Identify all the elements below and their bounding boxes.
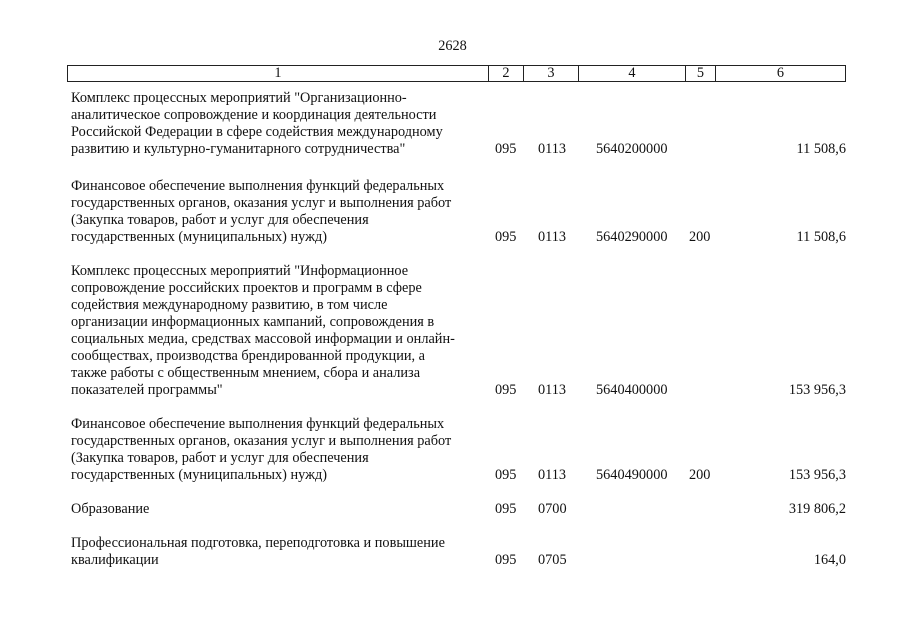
header-col-4: 4 [578, 66, 685, 81]
row-gr: 095 [495, 552, 517, 568]
row-rz: 0700 [538, 501, 567, 517]
header-col-2: 2 [488, 66, 523, 81]
row-sum: 11 508,6 [796, 141, 846, 157]
row-description: Комплекс процессных мероприятий "Организационно- аналитическое сопровождение и координация деятельности Российской Федерации в сфере содействия международному развитию и культурно-гуманитарного сотрудничества" [71, 90, 443, 157]
row-gr: 095 [495, 382, 517, 398]
row-rz: 0113 [538, 467, 567, 483]
row-rz: 0113 [538, 229, 567, 245]
table-row [71, 90, 846, 158]
row-rz: 0705 [538, 552, 567, 568]
row-description: Образование [71, 501, 150, 517]
header-col-1: 1 [274, 65, 282, 81]
row-gr: 095 [495, 467, 517, 483]
row-description: Комплекс процессных мероприятий "Информационное сопровождение российских проектов и программ в сфере содействия международному развитию, в том числе организации информационных кампаний, сопровождения в социальных медиа, средствах массовой информации и онлайн- сообществах, производства брендированной продукции, а также работы с общественным мнением, сбора и анализа показателей программы" [71, 263, 455, 398]
row-sum: 153 956,3 [788, 467, 846, 483]
row-gr: 095 [495, 229, 517, 245]
row-gr: 095 [495, 501, 517, 517]
row-sum: 319 806,2 [788, 501, 846, 517]
table-header [67, 65, 846, 82]
table-row [71, 416, 846, 484]
row-cs: 5640200000 [596, 141, 668, 157]
row-vr: 200 [689, 229, 711, 245]
row-rz: 0113 [538, 382, 567, 398]
page-number: 2628 [438, 38, 467, 54]
row-cs: 5640490000 [596, 467, 668, 483]
row-sum: 164,0 [813, 552, 846, 568]
row-description: Профессиональная подготовка, переподготовка и повышение квалификации [71, 535, 445, 568]
row-cs: 5640400000 [596, 382, 668, 398]
row-sum: 11 508,6 [796, 229, 846, 245]
header-col-3: 3 [523, 66, 578, 81]
header-col-6: 6 [715, 66, 845, 81]
table-row [71, 178, 846, 246]
row-cs: 5640290000 [596, 229, 668, 245]
table-row [71, 263, 846, 399]
table-row [71, 501, 846, 518]
row-vr: 200 [689, 467, 711, 483]
row-description: Финансовое обеспечение выполнения функций федеральных государственных органов, оказания услуг и выполнения работ (Закупка товаров, работ и услуг для обеспечения государственных (муниципальных) нужд) [71, 178, 452, 245]
table-row [71, 535, 846, 569]
row-rz: 0113 [538, 141, 567, 157]
row-gr: 095 [495, 141, 517, 157]
row-description: Финансовое обеспечение выполнения функций федеральных государственных органов, оказания услуг и выполнения работ (Закупка товаров, работ и услуг для обеспечения государственных (муниципальных) нужд) [71, 416, 452, 483]
header-col-5: 5 [685, 66, 715, 81]
row-sum: 153 956,3 [788, 382, 846, 398]
